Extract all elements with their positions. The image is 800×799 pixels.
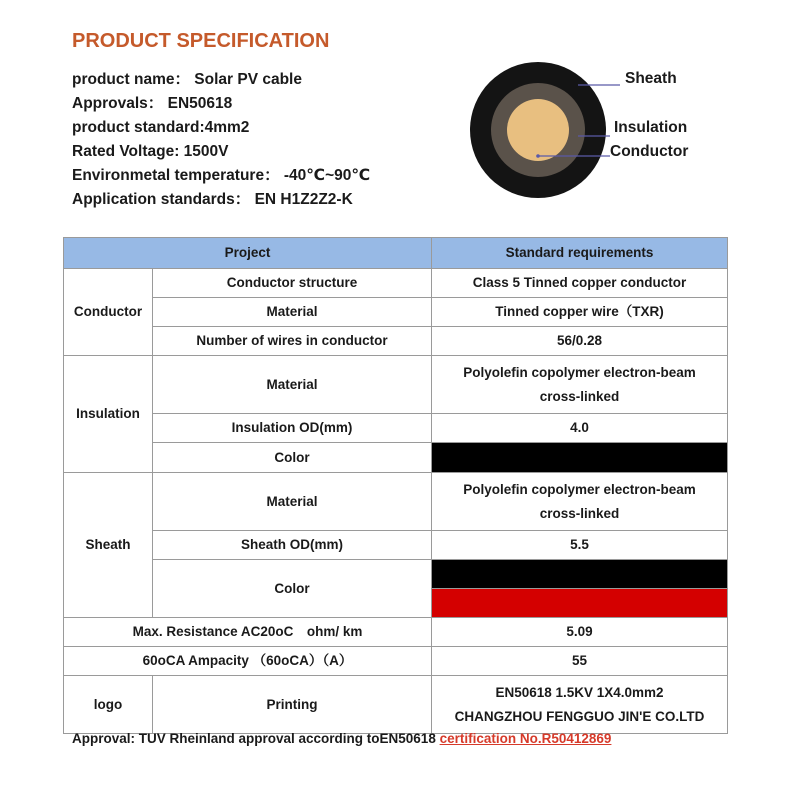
conductor-wires-label: Number of wires in conductor	[153, 327, 432, 356]
ampacity-value: 55	[432, 647, 728, 676]
sheath-color-swatch-red	[432, 589, 728, 618]
printing-label: Printing	[153, 676, 432, 734]
insulation-od-label: Insulation OD(mm)	[153, 414, 432, 443]
max-resistance-value: 5.09	[432, 618, 728, 647]
table-row	[64, 269, 728, 298]
conductor-structure-value: Class 5 Tinned copper conductor	[432, 269, 728, 298]
sheath-od-label: Sheath OD(mm)	[153, 531, 432, 560]
spec-product-name: product name： Solar PV cable	[72, 71, 302, 88]
conductor-material-label: Material	[153, 298, 432, 327]
insulation-material-line-1: Polyolefin copolymer electron-beam	[463, 364, 696, 380]
table-row	[64, 356, 728, 414]
table-row	[64, 618, 728, 647]
certification-number: certification No.R50412869	[439, 731, 612, 746]
sheath-material-line-2: cross-linked	[539, 505, 620, 521]
table-row	[64, 473, 728, 531]
table-row	[64, 531, 728, 560]
header-project: Project	[64, 238, 432, 269]
insulation-material-value	[432, 356, 728, 414]
table-row	[64, 560, 728, 589]
table-row	[64, 327, 728, 356]
sheath-material-value	[432, 473, 728, 531]
printing-line-1: EN50618 1.5KV 1X4.0mm2	[495, 684, 664, 700]
insulation-material-label: Material	[153, 356, 432, 414]
spec-rated-voltage: Rated Voltage: 1500V	[72, 143, 229, 160]
spec-application-standards: Application standards： EN H1Z2Z2-K	[72, 191, 353, 208]
group-insulation: Insulation	[64, 356, 153, 473]
max-resistance-label: Max. Resistance AC20oC ohm/ km	[64, 618, 432, 647]
conductor-core	[507, 99, 569, 161]
insulation-color-label: Color	[153, 443, 432, 473]
group-conductor: Conductor	[64, 269, 153, 356]
insulation-od-value: 4.0	[432, 414, 728, 443]
group-sheath: Sheath	[64, 473, 153, 618]
logo-label: logo	[64, 676, 153, 734]
conductor-wires-value: 56/0.28	[432, 327, 728, 356]
table-row	[64, 676, 728, 734]
insulation-label: Insulation	[614, 119, 688, 136]
printing-value	[432, 676, 728, 734]
sheath-color-label: Color	[153, 560, 432, 618]
table-row	[64, 414, 728, 443]
sheath-od-value: 5.5	[432, 531, 728, 560]
spec-table	[63, 237, 728, 734]
cable-cross-section-diagram	[460, 60, 720, 200]
spec-temperature: Environmetal temperature： -40℃~90℃	[72, 167, 371, 184]
sheath-material-line-1: Polyolefin copolymer electron-beam	[463, 481, 696, 497]
table-header-row	[64, 238, 728, 269]
table-row	[64, 443, 728, 473]
spec-approvals: Approvals： EN50618	[72, 95, 233, 112]
page-title: PRODUCT SPECIFICATION	[72, 30, 330, 52]
approval-text: Approval: TUV Rheinland approval according toEN50618	[72, 731, 440, 746]
approval-note	[72, 731, 611, 746]
conductor-label: Conductor	[610, 143, 689, 160]
conductor-material-value: Tinned copper wire（TXR)	[432, 298, 728, 327]
insulation-material-line-2: cross-linked	[539, 388, 620, 404]
conductor-leader-dot	[536, 154, 540, 158]
insulation-color-swatch-black	[432, 443, 728, 473]
printing-line-2: CHANGZHOU FENGGUO JIN'E CO.LTD	[454, 708, 705, 724]
sheath-label: Sheath	[625, 70, 677, 87]
conductor-structure-label: Conductor structure	[153, 269, 432, 298]
sheath-color-swatch-black	[432, 560, 728, 589]
spec-list	[72, 68, 370, 212]
sheath-material-label: Material	[153, 473, 432, 531]
spec-product-standard: product standard:4mm2	[72, 119, 250, 136]
table-row	[64, 647, 728, 676]
header-standard-requirements: Standard requirements	[432, 238, 728, 269]
table-row	[64, 298, 728, 327]
ampacity-label: 60oCA Ampacity （60oCA）（A）	[64, 647, 432, 676]
